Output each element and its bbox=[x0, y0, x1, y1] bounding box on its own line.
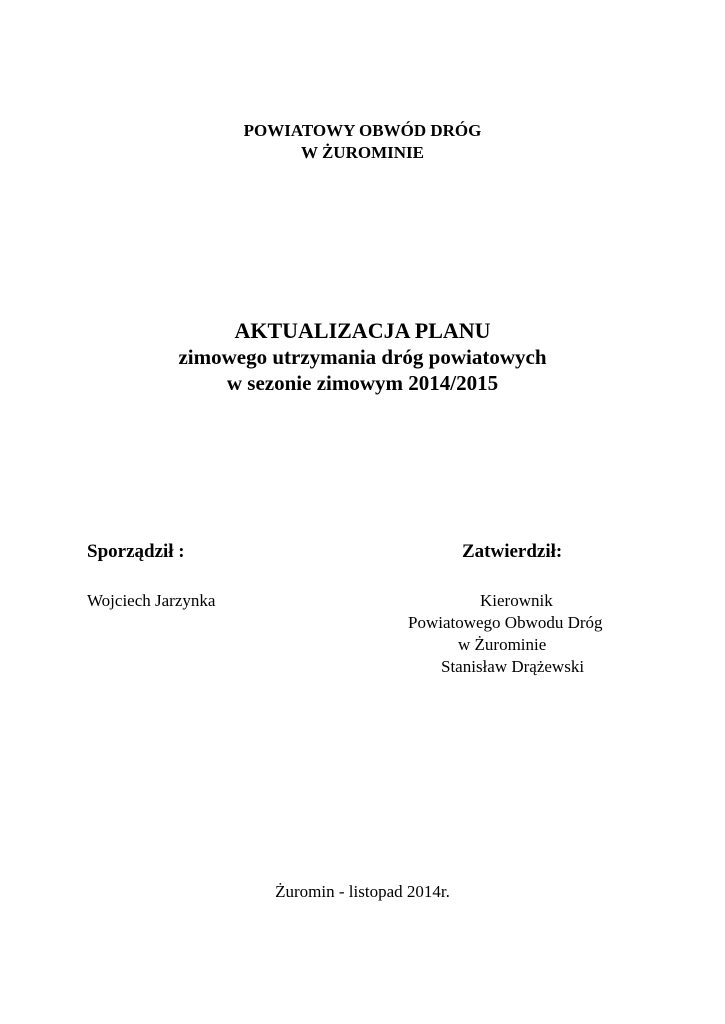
document-subtitle-line2: w sezonie zimowym 2014/2015 bbox=[226, 371, 499, 395]
organization-header bbox=[0, 120, 725, 164]
prepared-by-label: Sporządził : bbox=[87, 541, 185, 562]
approver-block bbox=[400, 590, 640, 678]
place-and-date: Żuromin - listopad 2014r. bbox=[275, 882, 450, 901]
approver-name: Stanisław Drążewski bbox=[441, 657, 585, 676]
organization-name-line1: POWIATOWY OBWÓD DRÓG bbox=[243, 121, 482, 140]
document-title: AKTUALIZACJA PLANU bbox=[234, 318, 491, 343]
document-title-block bbox=[0, 318, 725, 396]
approver-organization: Powiatowego Obwodu Dróg bbox=[408, 613, 603, 632]
approver-position: Kierownik bbox=[480, 591, 553, 610]
approved-by-label: Zatwierdził: bbox=[462, 541, 563, 562]
organization-name-line2: W ŻUROMINIE bbox=[301, 143, 424, 162]
approver-location: w Żurominie bbox=[458, 635, 547, 654]
document-subtitle-line1: zimowego utrzymania dróg powiatowych bbox=[178, 345, 547, 369]
prepared-by-name: Wojciech Jarzynka bbox=[87, 591, 216, 610]
